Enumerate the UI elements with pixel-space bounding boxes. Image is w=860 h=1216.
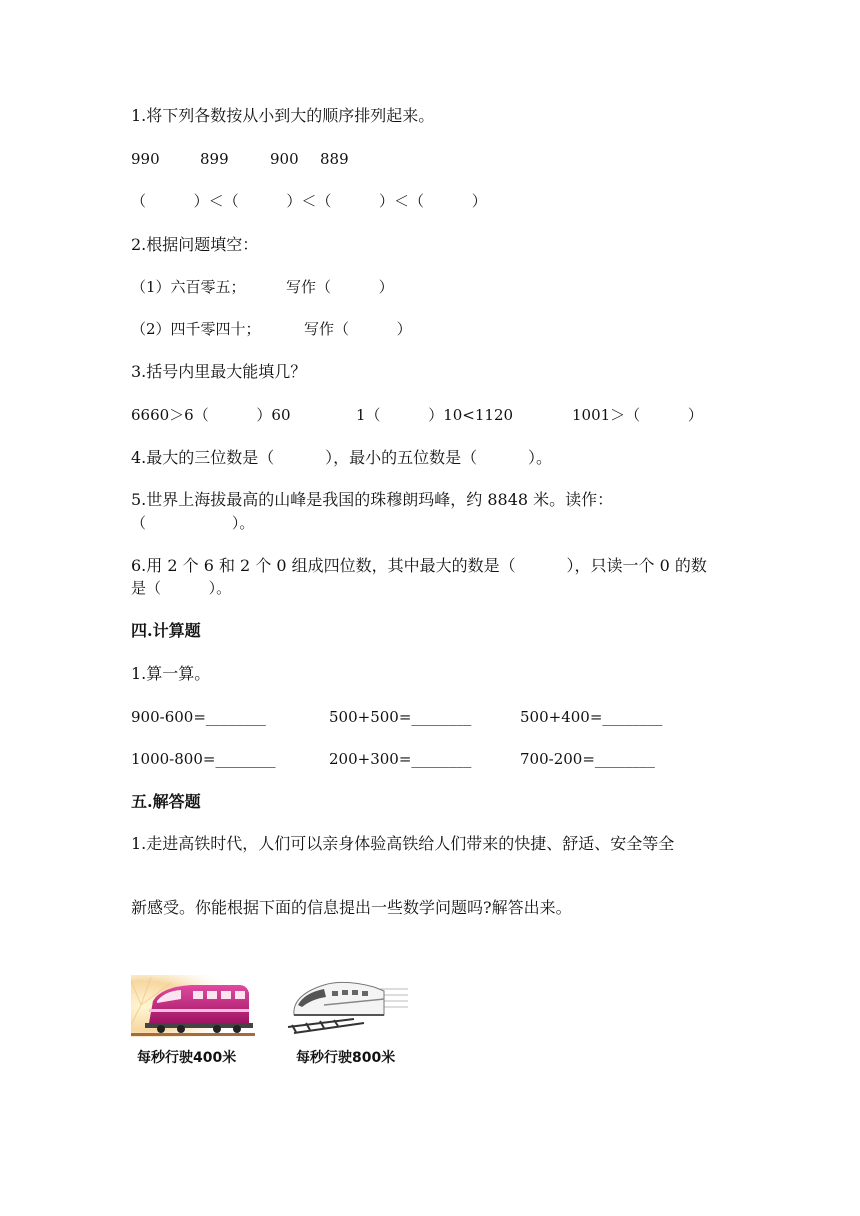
q5-line-2: （ ）。 (131, 514, 255, 532)
q1-number-1: 990 (131, 150, 160, 168)
calc-problem: 1000-800=________ (131, 750, 276, 768)
q1-number-4: 889 (320, 150, 349, 168)
section-4-q1-title: 1.算一算。 (131, 664, 211, 683)
q6-line-2: 是（ ）。 (131, 579, 232, 597)
q3-expr-3: 1001＞（ ） (572, 406, 703, 424)
q6-line-1: 6.用 2 个 6 和 2 个 0 组成四位数，其中最大的数是（ ），只读一个 0 的数 (131, 556, 707, 575)
q3-expr-1: 6660＞6（ ）60 (131, 406, 291, 424)
train-1-caption: 每秒行驶400米 (137, 1050, 237, 1066)
q1-number-2: 899 (200, 150, 229, 168)
calc-problem: 500+400=________ (520, 708, 663, 726)
q4-text: 4.最大的三位数是（ ），最小的五位数是（ ）。 (131, 448, 552, 467)
q1-order-line: （ ）＜（ ）＜（ ）＜（ ） (131, 192, 487, 210)
q2-item2-write: 写作（ ） (304, 320, 412, 338)
calc-problem: 200+300=________ (329, 750, 472, 768)
section-5-title: 五.解答题 (131, 792, 201, 811)
calc-problem: 700-200=________ (520, 750, 655, 768)
q3-expr-2: 1（ ）10<1120 (356, 406, 514, 424)
q2-title: 2.根据问题填空： (131, 235, 259, 254)
q1-title: 1.将下列各数按从小到大的顺序排列起来。 (131, 106, 435, 125)
q2-item1-label: （1）六百零五； (131, 278, 246, 296)
section-5-q1-line-1: 1.走进高铁时代，人们可以亲身体验高铁给人们带来的快捷、舒适、安全等全 (131, 834, 675, 853)
calc-problem: 500+500=________ (329, 708, 472, 726)
bullet-train-image (284, 975, 410, 1037)
q3-title: 3.括号内里最大能填几？ (131, 362, 307, 381)
q5-line-1: 5.世界上海拔最高的山峰是我国的珠穆朗玛峰，约 8848 米。读作： (131, 490, 614, 509)
section-5-q1-line-2: 新感受。你能根据下面的信息提出一些数学问题吗?解答出来。 (131, 898, 572, 917)
q2-item1-write: 写作（ ） (286, 278, 394, 296)
q1-number-3: 900 (270, 150, 299, 168)
train-2-caption: 每秒行驶800米 (296, 1050, 396, 1066)
calc-problem: 900-600=________ (131, 708, 266, 726)
section-4-title: 四.计算题 (131, 621, 201, 640)
q2-item2-label: （2）四千零四十； (131, 320, 261, 338)
pink-train-image (131, 975, 255, 1037)
